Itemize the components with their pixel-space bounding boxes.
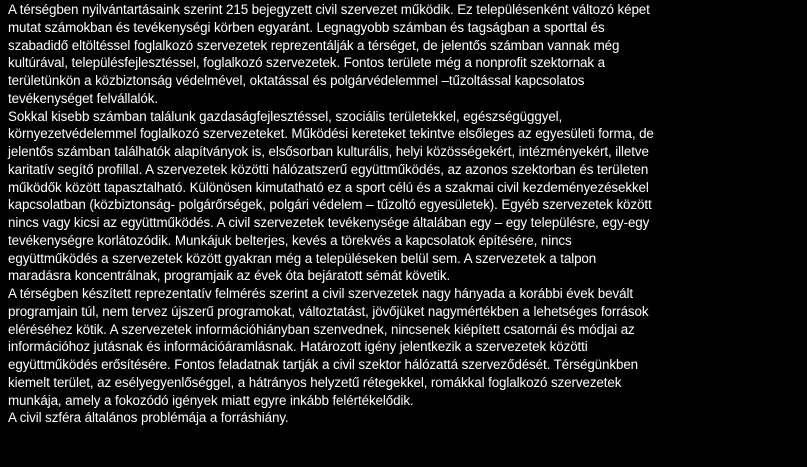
text-line-19: eléréséhez kötik. A szervezetek információhiányban szenvednek, nincsenek kiépített csatornái és módjai az (8, 321, 635, 337)
text-line-2: mutat számokban és tevékenységi körben egyaránt. Legnagyobb számban és tagságban a sporttal és (8, 19, 605, 35)
text-line-17: A térségben készített reprezentatív felmérés szerint a civil szervezetek nagy hányada a korábbi évek bevált (8, 286, 633, 301)
text-line-1: A térségben nyilvántartásaink szerint 215 bejegyzett civil szervezet működik. Ez településenként változó képet (8, 2, 650, 17)
text-line-4: kultúrával, településfejlesztéssel, foglalkozó szervezetek. Fontos területe még a nonprofit szektornak a (8, 55, 605, 71)
text-line-24: A civil szféra általános problémája a forráshiány. (8, 410, 289, 426)
text-line-12: kapcsolatban (közbiztonság- polgárőrségek, polgári védelem – tűzoltó egyesületek). Egyéb szervezetek között (8, 197, 652, 213)
text-line-14: tevékenységre korlátozódik. Munkájuk belterjes, kevés a törekvés a kapcsolatok építésére, nincs (8, 232, 572, 248)
text-line-3: szabadidő eltöltéssel foglalkozó szervezetek reprezentálják a térséget, de jelentős számban vannak még (8, 37, 620, 53)
text-line-10: karitatív segítő profillal. A szervezetek közötti hálózatszerű együttműködés, az azonos szektorban és területen (8, 161, 649, 177)
text-line-15: együttműködés a szervezetek között gyakran még a településeken belül sem. A szervezetek a talpon (8, 250, 597, 266)
text-line-21: együttműködés erősítésére. Fontos feladatnak tartják a civil szektor hálózattá szerveződését. Térségünkben (8, 357, 639, 372)
document-body (8, 1, 802, 427)
text-line-18: programjain túl, nem tervez újszerű programokat, változtatást, jövőjüket nagymértékben a lehetséges források (8, 303, 649, 319)
text-line-8: környezetvédelemmel foglalkozó szervezeteket. Működési kereteket tekintve elsőleges az egyesületi forma, de (8, 126, 654, 142)
text-line-7: Sokkal kisebb számban találunk gazdaságfejlesztéssel, szociális területekkel, egészségüggyel, (8, 108, 563, 124)
text-line-6: tevékenységet felvállalók. (8, 90, 158, 106)
text-line-20: információhoz jutásnak és információáramlásnak. Határozott igény jelentkezik a szervezetek közötti (8, 339, 588, 355)
text-line-22: kiemelt terület, az esélyegyenlőséggel, a hátrányos helyzetű rétegekkel, romákkal foglalkozó szervezetek (8, 374, 622, 390)
text-line-11: működők között tapasztalható. Különösen kimutatható ez a sport célú és a szakmai civil kezdeményezésekkel (8, 179, 649, 195)
text-line-23: munkája, amely a fokozódó igények miatt egyre inkább felértékelődik. (8, 392, 414, 408)
text-line-9: jelentős számban találhatók alapítványok is, elsősorban kulturális, helyi közösségekért, intézményekért, illetve (8, 144, 649, 159)
text-line-16: maradásra koncentrálnak, programjaik az évek óta bejáratott sémát követik. (8, 268, 451, 284)
text-line-5: területünkön a közbiztonság védelmével, oktatással és polgárvédelemmel –tűzoltással kapcsolatos (8, 73, 585, 88)
text-line-13: nincs vagy kicsi az együttműködés. A civil szervezetek tevékenysége általában egy – egy településre, egy-egy (8, 215, 650, 230)
